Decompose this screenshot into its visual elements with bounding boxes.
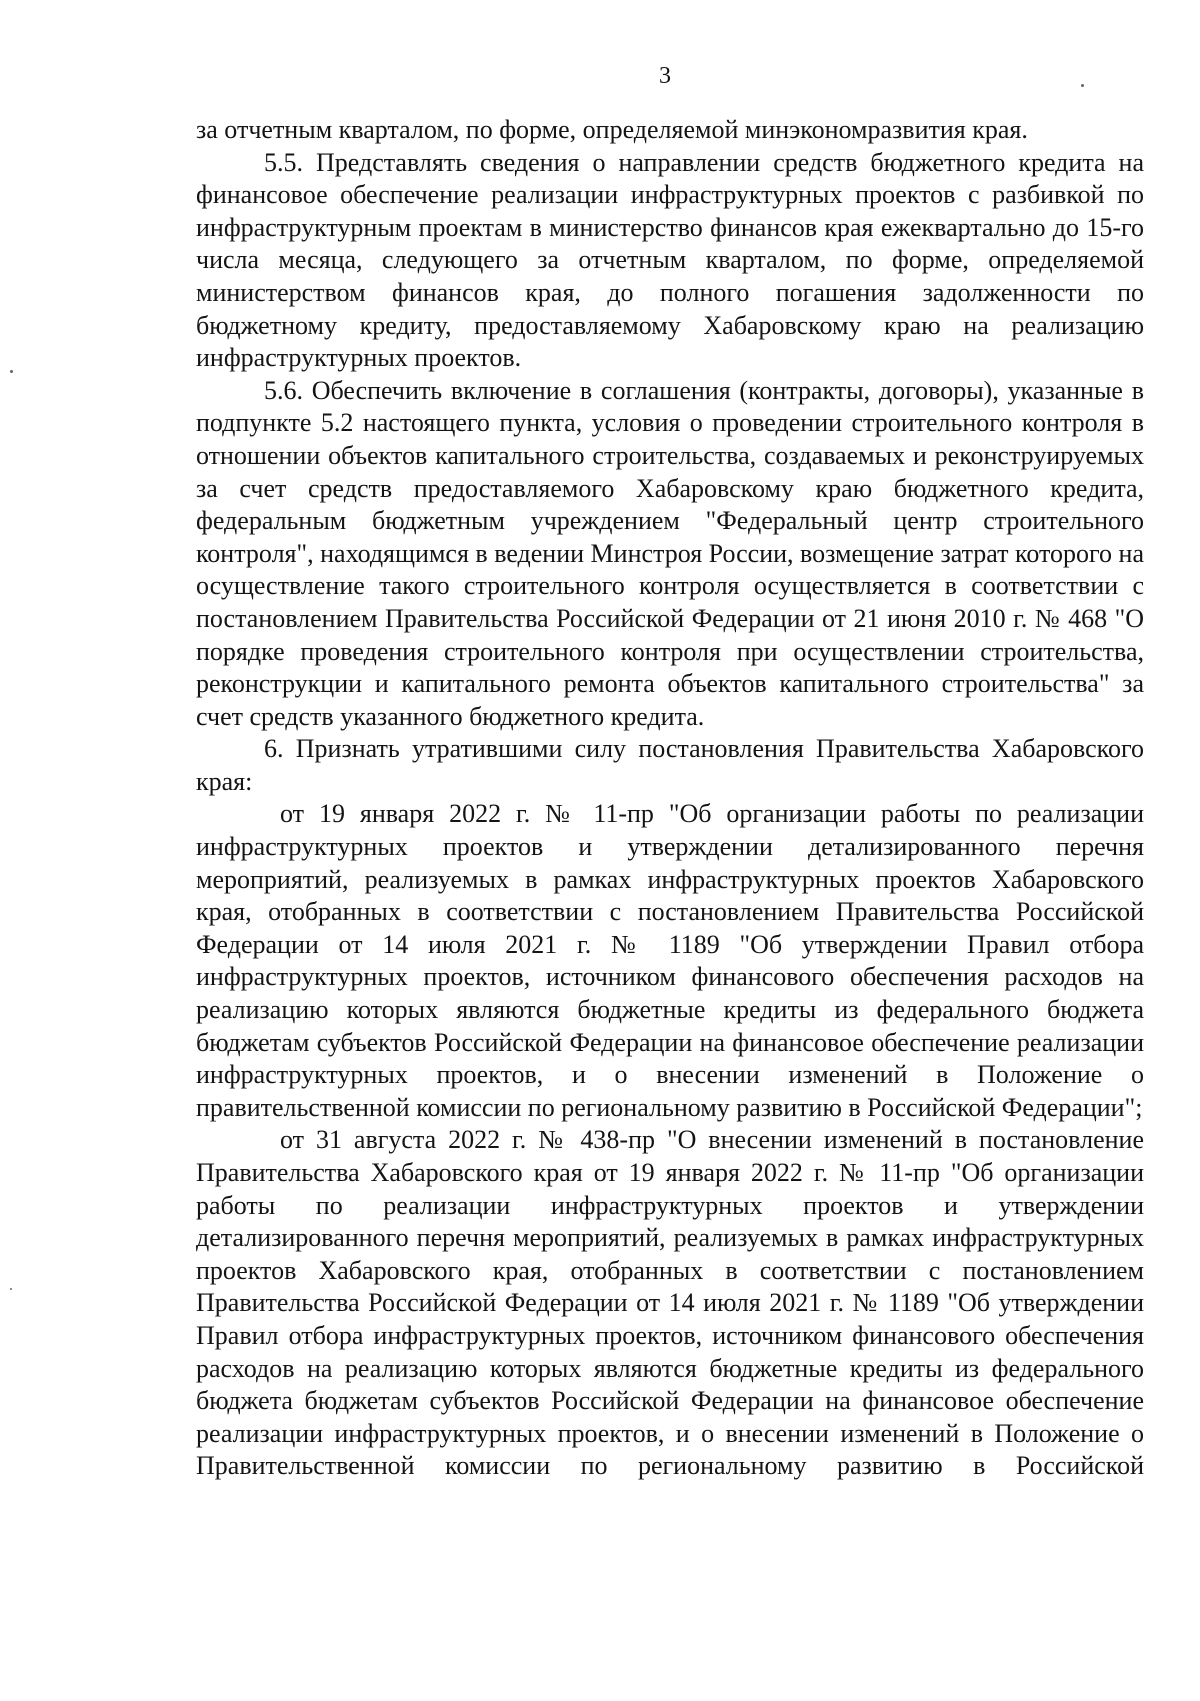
paragraph-continuation: за отчетным кварталом, по форме, определяемой минэкономразвития края. — [196, 115, 1028, 144]
paragraph-6-item-2: от 31 августа 2022 г. № 438-пр "О внесении изменений в постановление Правительства Хабаровского края от 19 января 2022 г. № 11-пр "Об организации работы по реализации инфраструктурных проектов и утверждении детализированного перечня мероприятий, реализуемых в рамках инфраструктурных проектов Хабаровского края, отобранных в соответствии с постановлением Правительства Российской Федерации от 14 июля 2021 г. № 1189 "Об утверждении Правил отбора инфраструктурных проектов, источником финансового обеспечения расходов на реализацию которых являются бюджетные кредиты из федерального бюджета бюджетам субъектов Российской Федерации на финансовое обеспечение реализации инфраструктурных проектов, и о внесении изменений в Положение о Правительственной комиссии по региональному развитию в Российской — [196, 1125, 1144, 1481]
scan-speck — [10, 370, 13, 373]
scan-speck — [1081, 84, 1084, 87]
page-number: 3 — [659, 63, 671, 89]
paragraph-5-6: 5.6. Обеспечить включение в соглашения (контракты, договоры), указанные в подпункте 5.2 настоящего пункта, условия о проведении строительного контроля в отношении объектов капитального строительства, создаваемых и реконструируемых за счет средств предоставляемого Хабаровскому краю бюджетного кредита, федеральным бюджетным учреждением "Федеральный центр строительного контроля", находящимся в ведении Минстроя России, возмещение затрат которого на осуществление такого строительного контроля осуществляется в соответствии с постановлением Правительства Российской Федерации от 21 июня 2010 г. № 468 "О порядке проведения строительного контроля при осуществлении строительства, реконструкции и капитального ремонта объектов капитального строительства" за счет средств указанного бюджетного кредита. — [196, 375, 1144, 731]
paragraph-5-5: 5.5. Представлять сведения о направлении средств бюджетного кредита на финансовое обеспечение реализации инфраструктурных проектов с разбивкой по инфраструктурным проектам в министерство финансов края ежеквартально до 15-го числа месяца, следующего за отчетным кварталом, по форме, определяемой министерством финансов края, до полного погашения задолженности по бюджетному кредиту, предоставляемому Хабаровскому краю на реализацию инфраструктурных проектов. — [196, 147, 1144, 373]
scan-speck — [10, 1288, 12, 1290]
paragraph-6-item-1: от 19 января 2022 г. № 11-пр "Об организации работы по реализации инфраструктурных проектов и утверждении детализированного перечня мероприятий, реализуемых в рамках инфраструктурных проектов Хабаровского края, отобранных в соответствии с постановлением Правительства Российской Федерации от 14 июля 2021 г. № 1189 "Об утверждении Правил отбора инфраструктурных проектов, источником финансового обеспечения расходов на реализацию которых являются бюджетные кредиты из федерального бюджета бюджетам субъектов Российской Федерации на финансовое обеспечение реализации инфраструктурных проектов, и о внесении изменений в Положение о правительственной комиссии по региональному развитию в Российской Федерации"; — [196, 799, 1144, 1122]
document-body — [196, 114, 1144, 1483]
paragraph-6: 6. Признать утратившими силу постановления Правительства Хабаровского края: — [196, 734, 1144, 796]
